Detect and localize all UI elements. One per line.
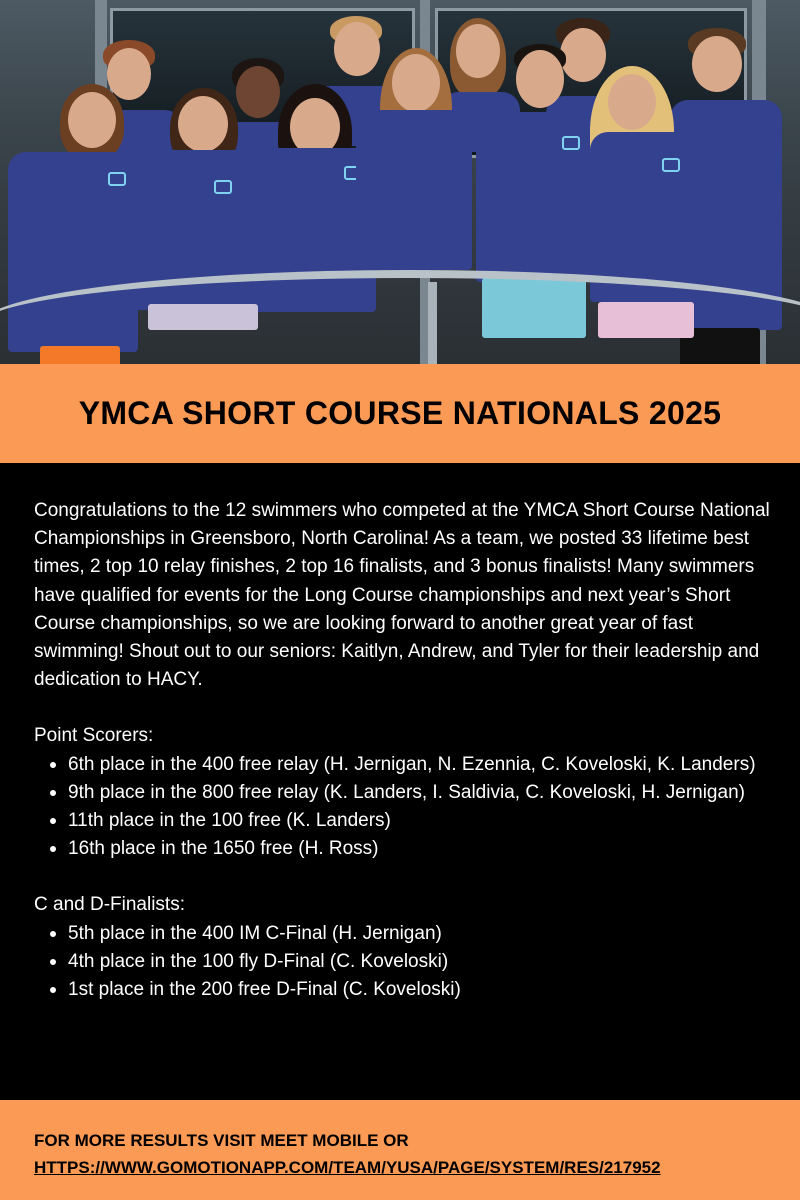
footer-text: FOR MORE RESULTS VISIT MEET MOBILE OR	[34, 1131, 409, 1150]
results-link[interactable]: HTTPS://WWW.GOMOTIONAPP.COM/TEAM/YUSA/PAGE/SYSTEM/RES/217952	[34, 1158, 661, 1177]
title-banner	[0, 364, 800, 463]
page-title: YMCA SHORT COURSE NATIONALS 2025	[78, 395, 722, 431]
announcement-body	[34, 497, 774, 1032]
point-scorers-list	[34, 751, 774, 864]
team-photo	[0, 0, 800, 364]
intro-paragraph: Congratulations to the 12 swimmers who competed at the YMCA Short Course National Championships in Greensboro, North Carolina! As a team, we posted 33 lifetime best times, 2 top 10 relay finishes, 2 top 16 finalists, and 3 bonus finalists! Many swimmers have qualified for events for the Long Course championships and next year’s Short Course championships, so we are looking forward to another great year of fast swimming! Shout out to our seniors: Kaitlyn, Andrew, and Tyler for their leadership and dedication to HACY.	[34, 500, 770, 691]
list-item: 11th place in the 100 free (K. Landers)	[34, 807, 774, 835]
point-scorers-heading: Point Scorers:	[34, 725, 154, 747]
finalists-list	[34, 920, 774, 1005]
list-item: 5th place in the 400 IM C-Final (H. Jernigan)	[34, 920, 774, 948]
finalists-heading: C and D-Finalists:	[34, 894, 185, 916]
list-item: 4th place in the 100 fly D-Final (C. Koveloski)	[34, 948, 774, 976]
list-item: 16th place in the 1650 free (H. Ross)	[34, 835, 774, 863]
list-item: 6th place in the 400 free relay (H. Jernigan, N. Ezennia, C. Koveloski, K. Landers)	[34, 751, 774, 779]
list-item: 1st place in the 200 free D-Final (C. Koveloski)	[34, 976, 774, 1004]
footer-banner	[0, 1100, 800, 1200]
list-item: 9th place in the 800 free relay (K. Landers, I. Saldivia, C. Koveloski, H. Jernigan)	[34, 779, 774, 807]
